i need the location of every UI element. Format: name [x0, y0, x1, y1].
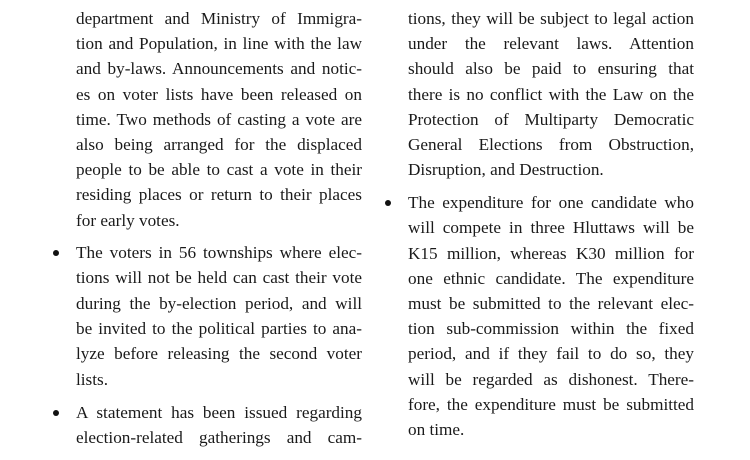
- text-line: must be submitted to the relevant elec-: [408, 294, 694, 313]
- bullet-icon: [53, 250, 59, 256]
- text-line: will be regarded as dishonest. There-: [408, 370, 694, 389]
- text-line: during the by-election period, and will: [76, 294, 362, 313]
- text-line: residing places or return to their places: [76, 185, 362, 204]
- text-line: Disruption, and Destruction.: [408, 160, 604, 179]
- text-line: be invited to the political parties to ana-: [76, 319, 362, 338]
- text-line: there is no conflict with the Law on the: [408, 85, 694, 104]
- text-line: time. Two methods of casting a vote are: [76, 110, 362, 129]
- text-line: The expenditure for one candidate who: [408, 193, 694, 212]
- text-line: tions, they will be subject to legal action: [408, 9, 694, 28]
- text-line: tion and Population, in line with the law: [76, 34, 362, 53]
- text-line: General Elections from Obstruction,: [408, 135, 694, 154]
- text-line: tion sub-commission within the fixed: [408, 319, 694, 338]
- bullet-icon: [53, 410, 59, 416]
- text-line: one ethnic candidate. The expenditure: [408, 269, 694, 288]
- text-line: also being arranged for the displaced: [76, 135, 362, 154]
- text-line: lists.: [76, 370, 108, 389]
- text-line: will compete in three Hluttaws will be: [408, 218, 694, 237]
- text-line: on time.: [408, 420, 465, 439]
- text-line: under the relevant laws. Attention: [408, 34, 694, 53]
- text-line: should also be paid to ensuring that: [408, 59, 694, 78]
- text-line: election-related gatherings and cam-: [76, 428, 362, 447]
- text-line: Protection of Multiparty Democratic: [408, 110, 694, 129]
- text-line: The voters in 56 townships where elec-: [76, 243, 362, 262]
- text-line: tions will not be held can cast their vote: [76, 268, 362, 287]
- text-line: people to be able to cast a vote in their: [76, 160, 362, 179]
- bullet-icon: [385, 200, 391, 206]
- text-line: department and Ministry of Immigra-: [76, 9, 362, 28]
- text-line: es on voter lists have been released on: [76, 85, 362, 104]
- text-line: K15 million, whereas K30 million for: [408, 244, 694, 263]
- text-line: fore, the expenditure must be submitted: [408, 395, 694, 414]
- text-line: and by-laws. Announcements and notic-: [76, 59, 362, 78]
- text-line: lyze before releasing the second voter: [76, 344, 362, 363]
- text-line: period, and if they fail to do so, they: [408, 344, 694, 363]
- text-line: A statement has been issued regarding: [76, 403, 362, 422]
- text-line: for early votes.: [76, 211, 180, 230]
